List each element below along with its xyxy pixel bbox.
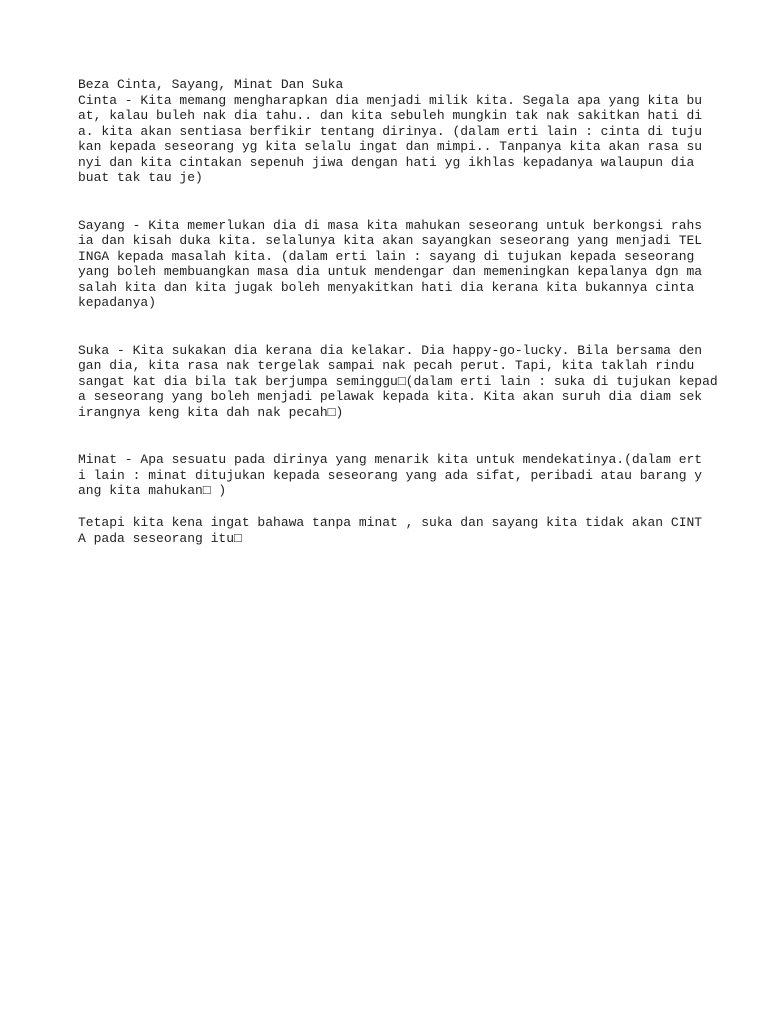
paragraph-cinta — [78, 93, 718, 186]
document-body — [78, 77, 718, 546]
paragraph-spacer — [78, 186, 718, 218]
paragraph-line: gan dia, kita rasa nak tergelak sampai nak pecah perut. Tapi, kita taklah rindu — [78, 358, 695, 373]
paragraph-minat — [78, 452, 718, 499]
paragraph-line: Suka - Kita sukakan dia kerana dia kelakar. Dia happy-go-lucky. Bila bersama den — [78, 342, 703, 358]
document-title: Beza Cinta, Sayang, Minat Dan Suka — [78, 77, 344, 92]
paragraph-line: Sayang - Kita memerlukan dia di masa kita mahukan seseorang untuk berkongsi rahs — [78, 217, 703, 233]
paragraph-line: a. kita akan sentiasa berfikir tentang dirinya. (dalam erti lain : cinta di tuju — [78, 123, 703, 139]
paragraph-tetapi — [78, 515, 718, 546]
paragraph-line: salah kita dan kita jugak boleh menyakitkan hati dia kerana kita bukannya cinta — [78, 279, 695, 295]
paragraph-line: kepadanya) — [78, 295, 157, 310]
paragraph-line: INGA kepada masalah kita. (dalam erti lain : sayang di tujukan kepada seseorang — [78, 248, 695, 264]
paragraph-spacer — [78, 420, 718, 452]
paragraph-line: a seseorang yang boleh menjadi pelawak kepada kita. Kita akan suruh dia diam sek — [78, 389, 703, 404]
paragraph-line: Cinta - Kita memang mengharapkan dia menjadi milik kita. Segala apa yang kita bu — [78, 92, 703, 108]
paragraph-spacer — [78, 499, 718, 516]
paragraph-line: Minat - Apa sesuatu pada dirinya yang menarik kita untuk mendekatinya.(dalam ert — [78, 452, 703, 467]
paragraph-line: kan kepada seseorang yg kita selalu ingat dan mimpi.. Tanpanya kita akan rasa su — [78, 139, 703, 154]
paragraph-line: ang kita mahukan□ ) — [78, 483, 227, 498]
paragraph-line: sangat kat dia bila tak berjumpa seminggu□(dalam erti lain : suka di tujukan kepad — [78, 373, 718, 389]
paragraph-suka — [78, 343, 718, 421]
paragraph-line: at, kalau buleh nak dia tahu.. dan kita sebuleh mungkin tak nak sakitkan hati di — [78, 108, 703, 123]
paragraph-line: yang boleh membuangkan masa dia untuk mendengar dan memeningkan kepalanya dgn ma — [78, 264, 703, 279]
paragraph-line: irangnya keng kita dah nak pecah□) — [78, 404, 344, 420]
paragraph-line: ia dan kisah duka kita. selalunya kita akan sayangkan seseorang yang menjadi TEL — [78, 233, 703, 248]
paragraph-line: nyi dan kita cintakan sepenuh jiwa dengan hati yg ikhlas kepadanya walaupun dia — [78, 154, 695, 170]
paragraph-line: A pada seseorang itu□ — [78, 530, 242, 546]
paragraph-line: buat tak tau je) — [78, 170, 203, 185]
paragraph-sayang — [78, 218, 718, 311]
paragraph-line: i lain : minat ditujukan kepada seseorang yang ada sifat, peribadi atau barang y — [78, 467, 703, 483]
paragraph-spacer — [78, 311, 718, 343]
paragraph-line: Tetapi kita kena ingat bahawa tanpa minat , suka dan sayang kita tidak akan CINT — [78, 515, 703, 530]
